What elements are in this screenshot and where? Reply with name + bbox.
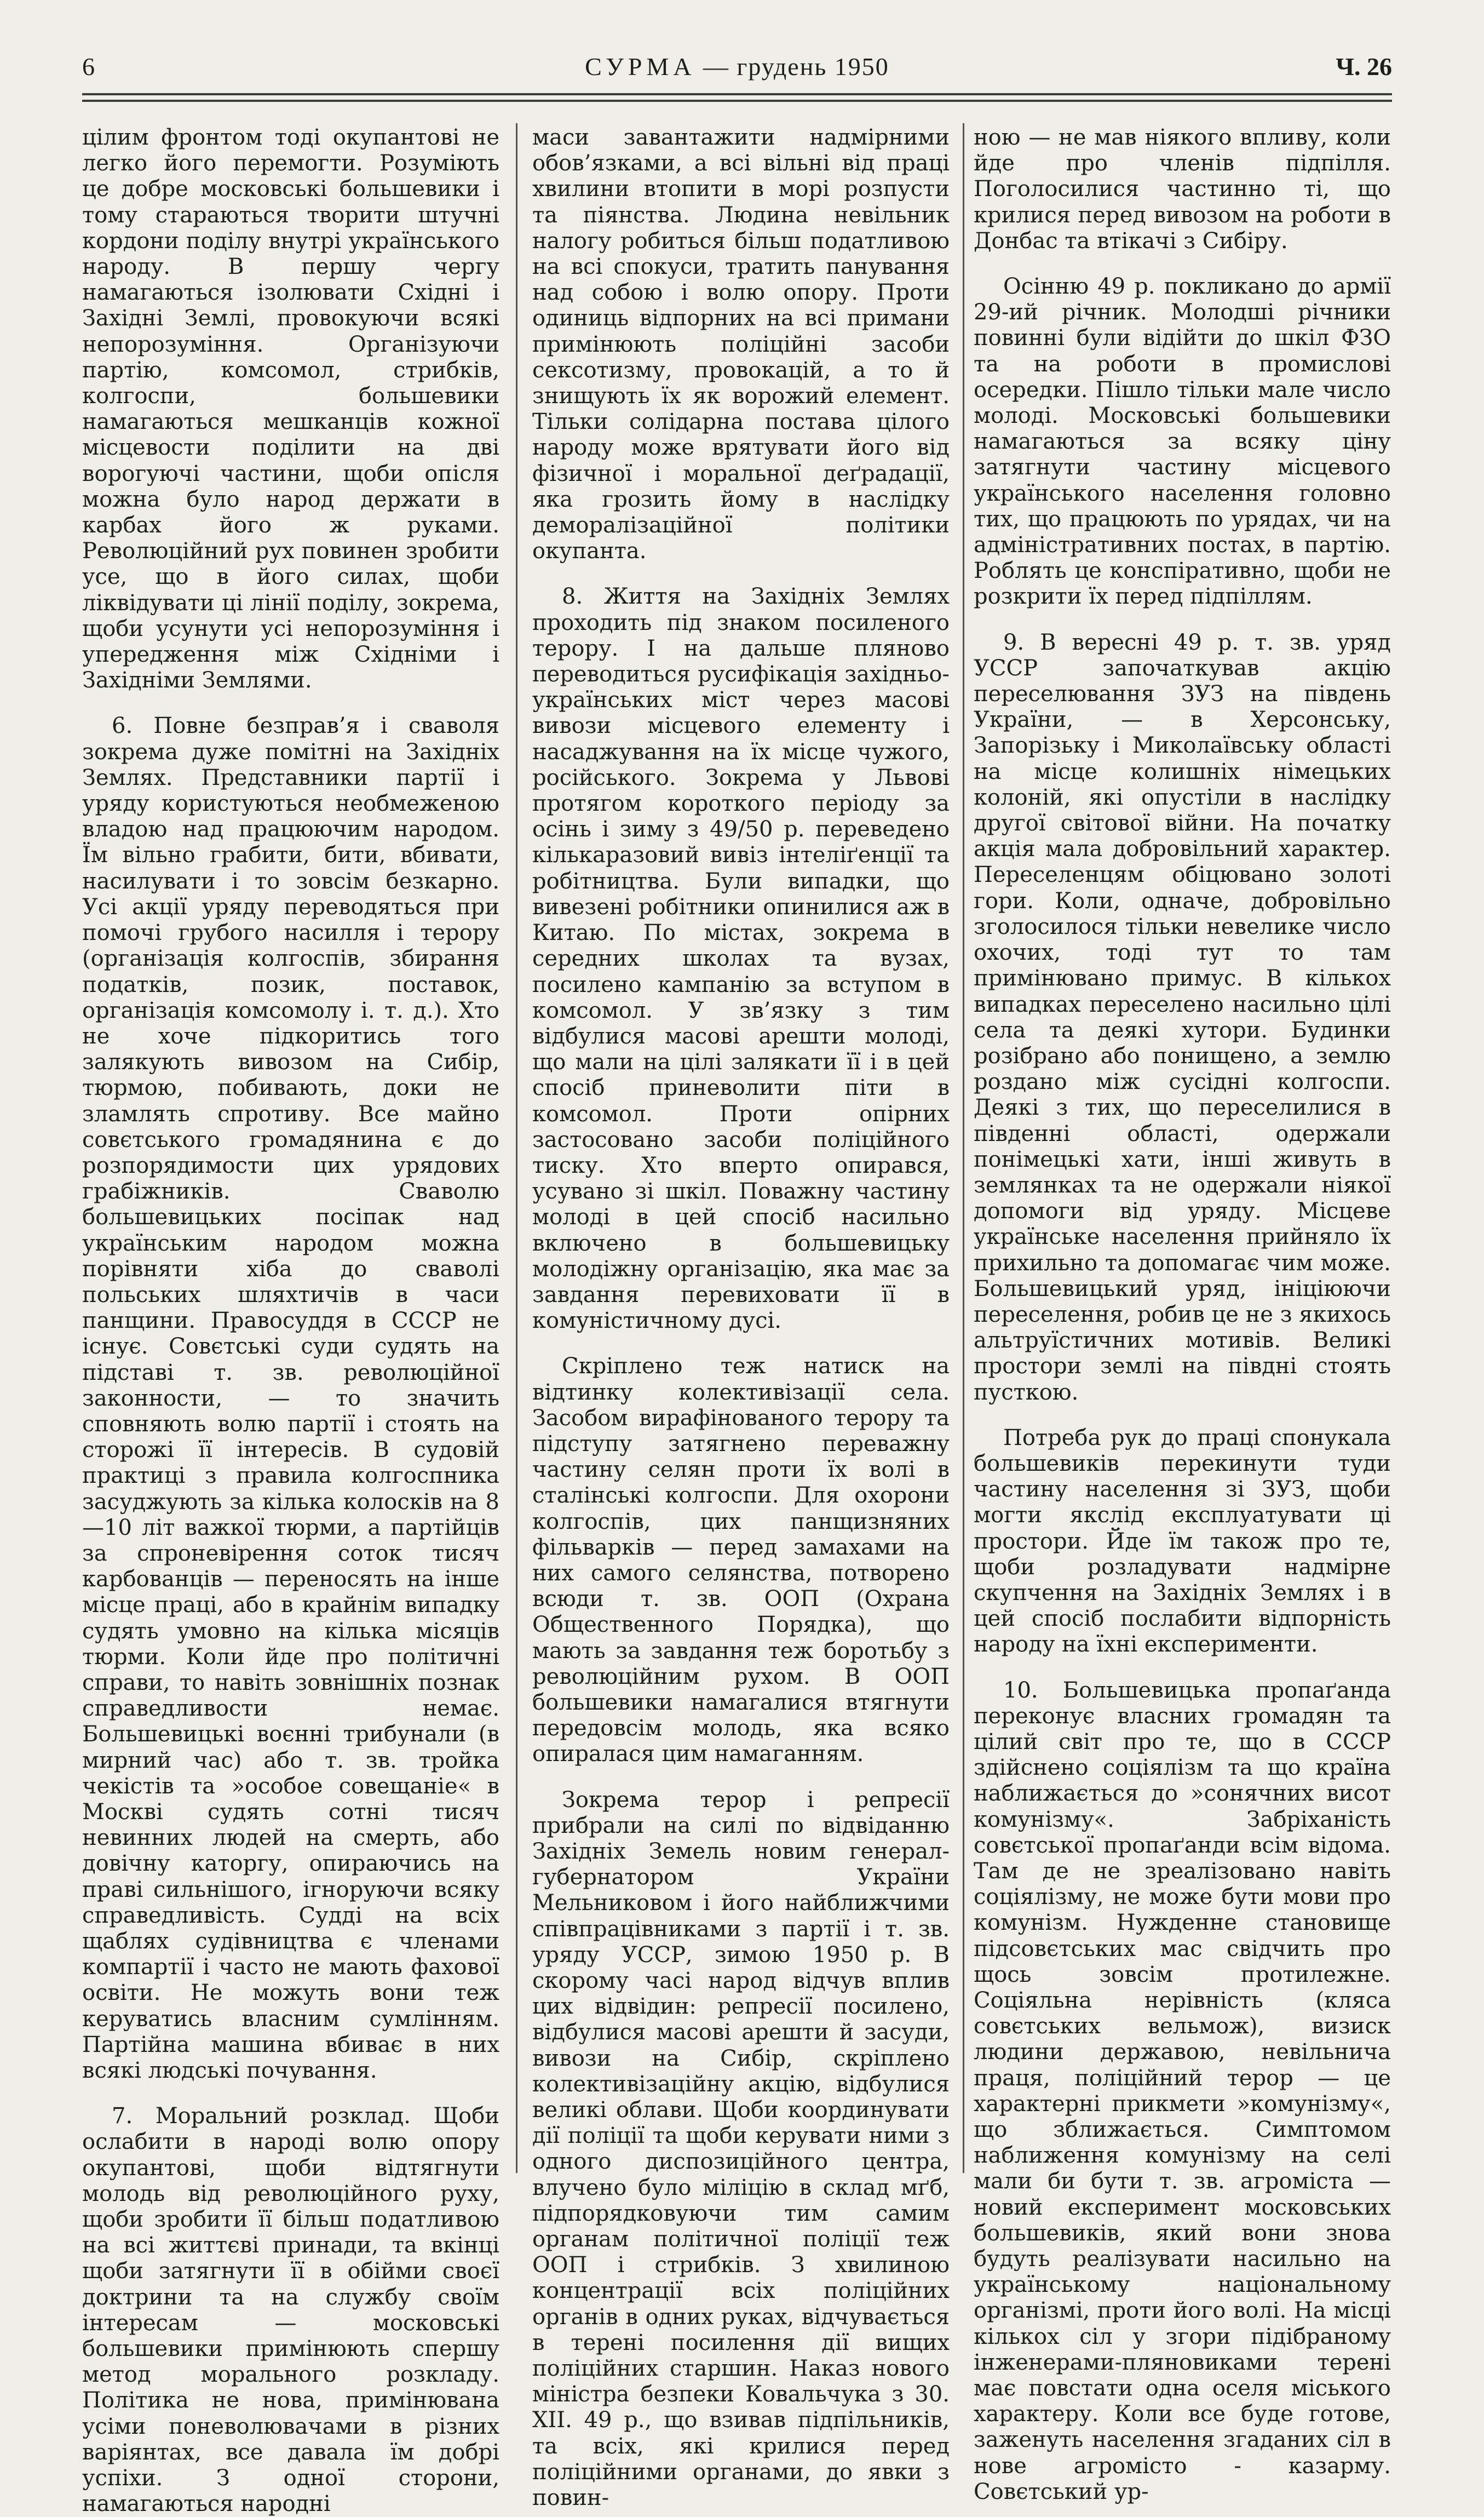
paragraph: 10. Большевицька пропаґанда переконує власних громадян та цілий світ про те, що в СССР здійснено соціялізм та що країна наближається до »сонячних висот комунізму«. Забріханість совєтської пропаґанди всім відома. Там де не зреалізовано навіть соціялізму, не може бути мови про комунізм. Нужденне становище підсовєтських мас свідчить про щось зовсім протилежне. Соціяльна нерівність (кляса совєтських вельмож), визиск людини державою, невільнича праця, поліційний терор — це характерні прикмети »комунізму«, що зближається. Симптомом наближення комунізму на селі мали би бути т. зв. агроміста — новий експеримент московських большевиків, який вони знова будуть реалізувати насильно на українському національному організмі, проти його волі. На місці кількох сіл у згори підібраному інженерами-пляновиками терені має повстати одна оселя міського характеру. Коли все буде готове, заженуть населення згаданих сіл в нове агромісто - казарму. Совєтський ур-	[974, 1677, 1391, 2504]
paragraph: 9. В вересні 49 р. т. зв. уряд УССР започаткував акцію переселювання ЗУЗ на південь України, — в Херсонську, Запорізьку і Миколаївську області на місце колишніх німецьких колоній, які опустіли в наслідку другої світової війни. На початку акція мала добровільний характер. Переселенцям обіцювано золоті гори. Коли, одначе, добровільно зголосилося тільки невелике число охочих, тоді тут то там примінювано примус. В кількох випадках переселено насильно цілі села та деякі хутори. Будинки розібрано або понищено, а землю роздано між сусідні колгоспи. Деякі з тих, що переселилися в південні області, одержали понімецькі хати, інші живуть в землянках та не одержали ніякої допомоги від уряду. Місцеве українське населення прийняло їх прихильно та допомагає чим може. Большевицький уряд, ініціюючи переселення, робив це не з якихось альтруїстичних мотивів. Великі простори землі на півдні стоять пусткою.	[974, 629, 1391, 1405]
running-title	[82, 50, 1392, 83]
header-rule-bottom	[82, 100, 1392, 102]
paragraph: Осінню 49 р. покликано до армії 29-ий річник. Молодші річники повинні були відійти до шкіл ФЗО та на роботи в промислові осередки. Пішло тільки мале число молоді. Московські большевики намагаються за всяку ціну затягнути частину місцевого українського населення головно тих, що працюють по урядах, чи на адміністративних постах, в партію. Роблять це конспіративно, щоби не розкрити їх перед підпіллям.	[974, 274, 1391, 610]
magazine-title: СУРМА	[585, 53, 696, 81]
paragraph: 6. Повне безправ’я і сваволя зокрема дуже помітні на Західніх Землях. Представники партії і уряду користуються необмеженою владою над працюючим народом. Їм вільно грабити, бити, вбивати, насилувати і то зовсім безкарно. Усі акції уряду переводяться при помочі грубого насилля і терору (організація колгоспів, збирання податків, позик, поставок, організація комсомолу і. т. д.). Хто не хоче підкоритись того залякують вивозом на Сибір, тюрмою, побивають, доки не зламлять спротиву. Все майно совєтського громадянина є до розпорядимости цих урядових грабіжників. Сваволю большевицьких посіпак над українським народом можна порівняти хіба до сваволі польських шляхтичів в часи панщини. Правосуддя в СССР не існує. Совєтські суди судять на підставі т. зв. революційної законности, — то значить сповняють волю партії і стоять на сторожі її інтересів. В судовій практиці з правила колгоспника засуджують за кілька колосків на 8—10 літ важкої тюрми, а партійців за спроневірення соток тисяч карбованців — переносять на інше місце праці, або в крайнім випадку судять умовно на кілька місяців тюрми. Коли йде про політичні справи, то навіть зовнішніх познак справедливости немає. Большевицькі воєнні трибунали (в мирний час) або т. зв. тройка чекістів та »особое совещаніе« в Москві судять сотні тисяч невинних людей на смерть, або довічну каторгу, опираючись на праві сильнішого, ігноруючи всяку справедливість. Судді на всіх щаблях судівництва є членами компартії і часто не мають фахової освіти. Не можуть вони теж керуватись власним сумлінням. Партійна машина вбиває в них всякі людські почування.	[82, 713, 499, 2084]
column-divider-1	[516, 123, 517, 2173]
issue-number: Ч. 26	[1336, 53, 1392, 81]
page-header	[82, 50, 1392, 83]
paragraph: ною — не мав ніякого впливу, коли йде про членів підпілля. Поголосилися частинно ті, що крилися перед вивозом на роботи в Донбас та втікачі з Сибіру.	[974, 125, 1391, 254]
column-divider-2	[963, 123, 964, 2173]
paragraph: 7. Моральний розклад. Щоби ослабити в народі волю опору окупантові, щоби відтягнути молодь від революційного руху, щоби зробити її більш податливою на всі життєві принади, та вкінці щоби затягнути її в обійми своєї доктрини та на службу своїм інтересам — московські большевики примінюють спершу метод морального розкладу. Політика не нова, примінювана усіми поневолювачами в різних варіянтах, все давала їм добрі успіхи. З одної сторони, намагаються народні	[82, 2103, 499, 2517]
text-column-1	[82, 125, 499, 2517]
paragraph: маси завантажити надмірними обов’язками, а всі вільні від праці хвилини втопити в морі розпусти та піянства. Людина невільник налогу робиться більш податливою на всі спокуси, тратить панування над собою і волю опору. Проти одиниць відпорних на всі примани примінюють поліційні засоби сексотизму, провокацій, а то й знищують їх як ворожий елемент. Тільки солідарна постава цілого народу може врятувати його від фізичної і моральної деґрадації, яка грозить йому в наслідку деморалізаційної політики окупанта.	[532, 125, 950, 564]
paragraph: 8. Життя на Західніх Землях проходить під знаком посиленого терору. І на дальше пляново переводиться русифікація західньо-українських міст через масові вивози місцевого елементу і насаджування на їх місце чужого, російського. Зокрема у Львові протягом короткого періоду за осінь і зиму з 49/50 р. переведено кількаразовий вивіз інтеліґенції та робітництва. Були випадки, що вивезені робітники опинилися аж в Китаю. По містах, зокрема в середних школах та вузах, посилено кампанію за вступом в комсомол. У зв’язку з тим відбулися масові арешти молоді, що мали на цілі залякати її і в цей спосіб приневолити піти в комсомол. Проти опірних застосовано засоби поліційного тиску. Хто вперто опирався, усувано зі шкіл. Поважну частину молоді в цей спосіб насильно включено в большевицьку молодіжну організацію, яка має за завдання перевиховати її в комуністичному дусі.	[532, 584, 950, 1334]
paragraph: Скріплено теж натиск на відтинку колективізації села. Засобом вирафінованого терору та підступу затягнено переважну частину селян проти їх волі в сталінські колгоспи. Для охорони колгоспів, цих панщизняних фільварків — перед замахами на них самого селянства, потворено всюди т. зв. ООП (Охрана Общественного Порядка), що мають за завдання теж боротьбу з революційним рухом. В ООП большевики намагалися втягнути передовсім молодь, яка всяко опиралася цим намаганням.	[532, 1354, 950, 1767]
paragraph: цілим фронтом тоді окупантові не легко його перемогти. Розуміють це добре московські большевики і тому стараються творити штучні кордони поділу внутрі українського народу. В першу чергу намагаються ізолювати Східні і Західні Землі, провокуючи всякі непорозуміння. Організуючи партію, комсомол, стрибків, колгоспи, большевики намагаються мешканців кожної місцевости поділити на дві ворогуючі частини, щоби опісля можна було народ держати в карбах його ж руками. Революційний рух повинен зробити усе, що в його силах, щоби ліквідувати ці лінії поділу, зокрема, щоби усунути усі непорозуміння і упередження між Східніми і Західніми Землями.	[82, 125, 499, 693]
paragraph: Зокрема терор і репресії прибрали на силі по відвіданню Західніх Земель новим генерал-губернатором України Мельниковом і його найближчими співпрацівниками з партії і т. зв. уряду УССР, зимою 1950 р. В скорому часі народ відчув вплив цих відвідин: репресії посилено, відбулися масові арешти й засуди, вивози на Сибір, скріплено колективізаційну акцію, відбулися великі облави. Щоби координувати дії поліції та щоби керувати ними з одного диспозиційного центра, влучено було міліцію в склад мґб, підпорядковуючи тим самим органам політичної поліції теж ООП і стрибків. З хвилиною концентрації всіх поліційних органів в одних руках, відчувається в терені посилення дії вищих поліційних старшин. Наказ нового міністра безпеки Ковальчука з 30. XII. 49 р., що взивав підпільників, та всіх, які крилися перед поліційними органами, до явки з повин-	[532, 1787, 950, 2511]
header-rule-top	[82, 93, 1392, 95]
paragraph: Потреба рук до праці спонукала большевиків перекинути туди частину населення зі ЗУЗ, щоби могти якслід експлуатувати ці простори. Йде їм також про те, щоби розладувати надмірне скупчення на Західніх Землях і в цей спосіб послабити відпорність народу на їхні експерименти.	[974, 1425, 1391, 1658]
text-column-3	[974, 125, 1391, 2504]
page-number: 6	[82, 53, 95, 81]
issue-date: — грудень 1950	[703, 53, 889, 81]
text-column-2	[532, 125, 950, 2511]
